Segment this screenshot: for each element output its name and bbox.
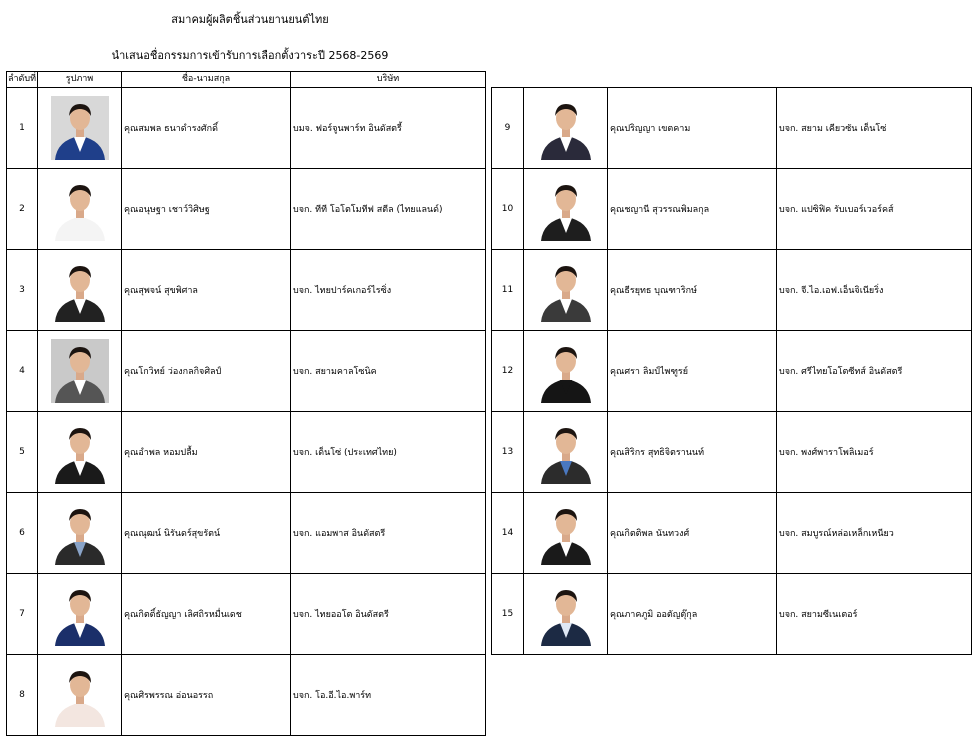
- table-row: [7, 412, 486, 493]
- company-name: บจก. สยาม เคียวซัน เด็นโซ่: [777, 88, 972, 169]
- nominee-name: คุณปริญญา เขตคาม: [608, 88, 777, 169]
- portrait-photo: [537, 420, 595, 484]
- portrait-photo: [51, 96, 109, 160]
- nominee-table-right: [491, 87, 972, 655]
- photo-cell: [38, 412, 122, 493]
- row-number: 5: [7, 412, 38, 493]
- row-number: 8: [7, 655, 38, 736]
- row-number: 10: [492, 169, 524, 250]
- nominee-name: คุณอนุษฐา เชาว์วิศิษฐ: [122, 169, 291, 250]
- portrait-photo: [537, 501, 595, 565]
- table-row: [7, 331, 486, 412]
- photo-cell: [38, 655, 122, 736]
- column-header-name: ชื่อ-นามสกุล: [122, 72, 291, 88]
- company-name: บจก. สยามซีเนเตอร์: [777, 574, 972, 655]
- photo-cell: [524, 169, 608, 250]
- photo-cell: [524, 88, 608, 169]
- row-number: 1: [7, 88, 38, 169]
- photo-cell: [38, 331, 122, 412]
- photo-cell: [38, 574, 122, 655]
- photo-cell: [38, 493, 122, 574]
- column-header-no: ลำดับที่: [7, 72, 38, 88]
- row-number: 4: [7, 331, 38, 412]
- portrait-photo: [537, 96, 595, 160]
- company-name: บจก. จี.ไอ.เอฟ.เอ็นจิเนียริ่ง: [777, 250, 972, 331]
- photo-cell: [38, 250, 122, 331]
- nominee-name: คุณโกวิทย์ ว่องกลกิจศิลป์: [122, 331, 291, 412]
- company-name: บจก. สยามคาลโซนิค: [291, 331, 486, 412]
- row-number: 13: [492, 412, 524, 493]
- portrait-photo: [51, 663, 109, 727]
- photo-cell: [38, 88, 122, 169]
- column-header-photo: รูปภาพ: [38, 72, 122, 88]
- table-row: [7, 250, 486, 331]
- portrait-photo: [537, 177, 595, 241]
- photo-cell: [524, 250, 608, 331]
- row-number: 6: [7, 493, 38, 574]
- page-title: สมาคมผู้ผลิตชิ้นส่วนยานยนต์ไทย: [171, 13, 329, 26]
- portrait-photo: [537, 258, 595, 322]
- table-row: [492, 493, 972, 574]
- photo-cell: [524, 331, 608, 412]
- nominee-name: คุณสุพจน์ สุขพิศาล: [122, 250, 291, 331]
- nominee-name: คุณธีรยุทธ บุณฑาริกษ์: [608, 250, 777, 331]
- photo-cell: [524, 493, 608, 574]
- portrait-photo: [51, 339, 109, 403]
- row-number: 11: [492, 250, 524, 331]
- nominee-name: คุณศิรพรรณ อ่อนอรรถ: [122, 655, 291, 736]
- row-number: 3: [7, 250, 38, 331]
- company-name: บจก. สมบูรณ์หล่อเหล็กเหนียว: [777, 493, 972, 574]
- table-row: [492, 250, 972, 331]
- company-name: บจก. แปซิฟิค รับเบอร์เวอร์คส์: [777, 169, 972, 250]
- table-row: [7, 655, 486, 736]
- portrait-photo: [51, 177, 109, 241]
- nominee-name: คุณศรา ลิมป์ไพฑูรย์: [608, 331, 777, 412]
- nominee-name: คุณภาคภูมิ ออตัญตุ๊กุล: [608, 574, 777, 655]
- company-name: บจก. ศรีไทยโอโตซีทส์ อินดัสตรี: [777, 331, 972, 412]
- row-number: 2: [7, 169, 38, 250]
- table-row: [492, 574, 972, 655]
- nominee-name: คุณกิตติพล นันทวงศ์: [608, 493, 777, 574]
- portrait-photo: [537, 582, 595, 646]
- company-name: บมจ. ฟอร์จูนพาร์ท อินดัสตรี้: [291, 88, 486, 169]
- row-number: 9: [492, 88, 524, 169]
- portrait-photo: [51, 420, 109, 484]
- nominee-name: คุณสิริกร สุทธิจิตรานนท์: [608, 412, 777, 493]
- page-subtitle: นำเสนอชื่อกรรมการเข้ารับการเลือกตั้งวาระปี 2568-2569: [111, 49, 389, 62]
- row-number: 14: [492, 493, 524, 574]
- table-row: [492, 412, 972, 493]
- nominee-table-left: [6, 71, 486, 736]
- company-name: บจก. แอมพาส อินดัสตรี: [291, 493, 486, 574]
- table-row: [7, 169, 486, 250]
- row-number: 12: [492, 331, 524, 412]
- column-header-company: บริษัท: [291, 72, 486, 88]
- photo-cell: [38, 169, 122, 250]
- table-row: [492, 88, 972, 169]
- nominee-name: คุณณุฒน์ นิรันดร์สุขรัตน์: [122, 493, 291, 574]
- portrait-photo: [51, 582, 109, 646]
- nominee-name: คุณกิตติ์ธัญญา เลิศถิรหมื่นเดช: [122, 574, 291, 655]
- company-name: บจก. ไทยปาร์คเกอร์ไรซิ่ง: [291, 250, 486, 331]
- table-row: [7, 574, 486, 655]
- table-row: [492, 331, 972, 412]
- company-name: บจก. เด็นโซ่ (ประเทศไทย): [291, 412, 486, 493]
- photo-cell: [524, 574, 608, 655]
- row-number: 7: [7, 574, 38, 655]
- photo-cell: [524, 412, 608, 493]
- row-number: 15: [492, 574, 524, 655]
- table-row: [492, 169, 972, 250]
- portrait-photo: [537, 339, 595, 403]
- portrait-photo: [51, 258, 109, 322]
- portrait-photo: [51, 501, 109, 565]
- nominee-name: คุณชญานี สุวรรณพิมลกุล: [608, 169, 777, 250]
- table-header-row: [7, 72, 486, 88]
- nominee-name: คุณอำพล หอมปลื้ม: [122, 412, 291, 493]
- company-name: บจก. ทีที โอโตโมทีฟ สตีล (ไทยแลนด์): [291, 169, 486, 250]
- company-name: บจก. โอ.อี.ไอ.พาร์ท: [291, 655, 486, 736]
- nominee-name: คุณสมพล ธนาดำรงศักดิ์: [122, 88, 291, 169]
- company-name: บจก. พงศ์พาราโพลิเมอร์: [777, 412, 972, 493]
- table-row: [7, 493, 486, 574]
- table-row: [7, 88, 486, 169]
- company-name: บจก. ไทยออโต อินดัสตรี: [291, 574, 486, 655]
